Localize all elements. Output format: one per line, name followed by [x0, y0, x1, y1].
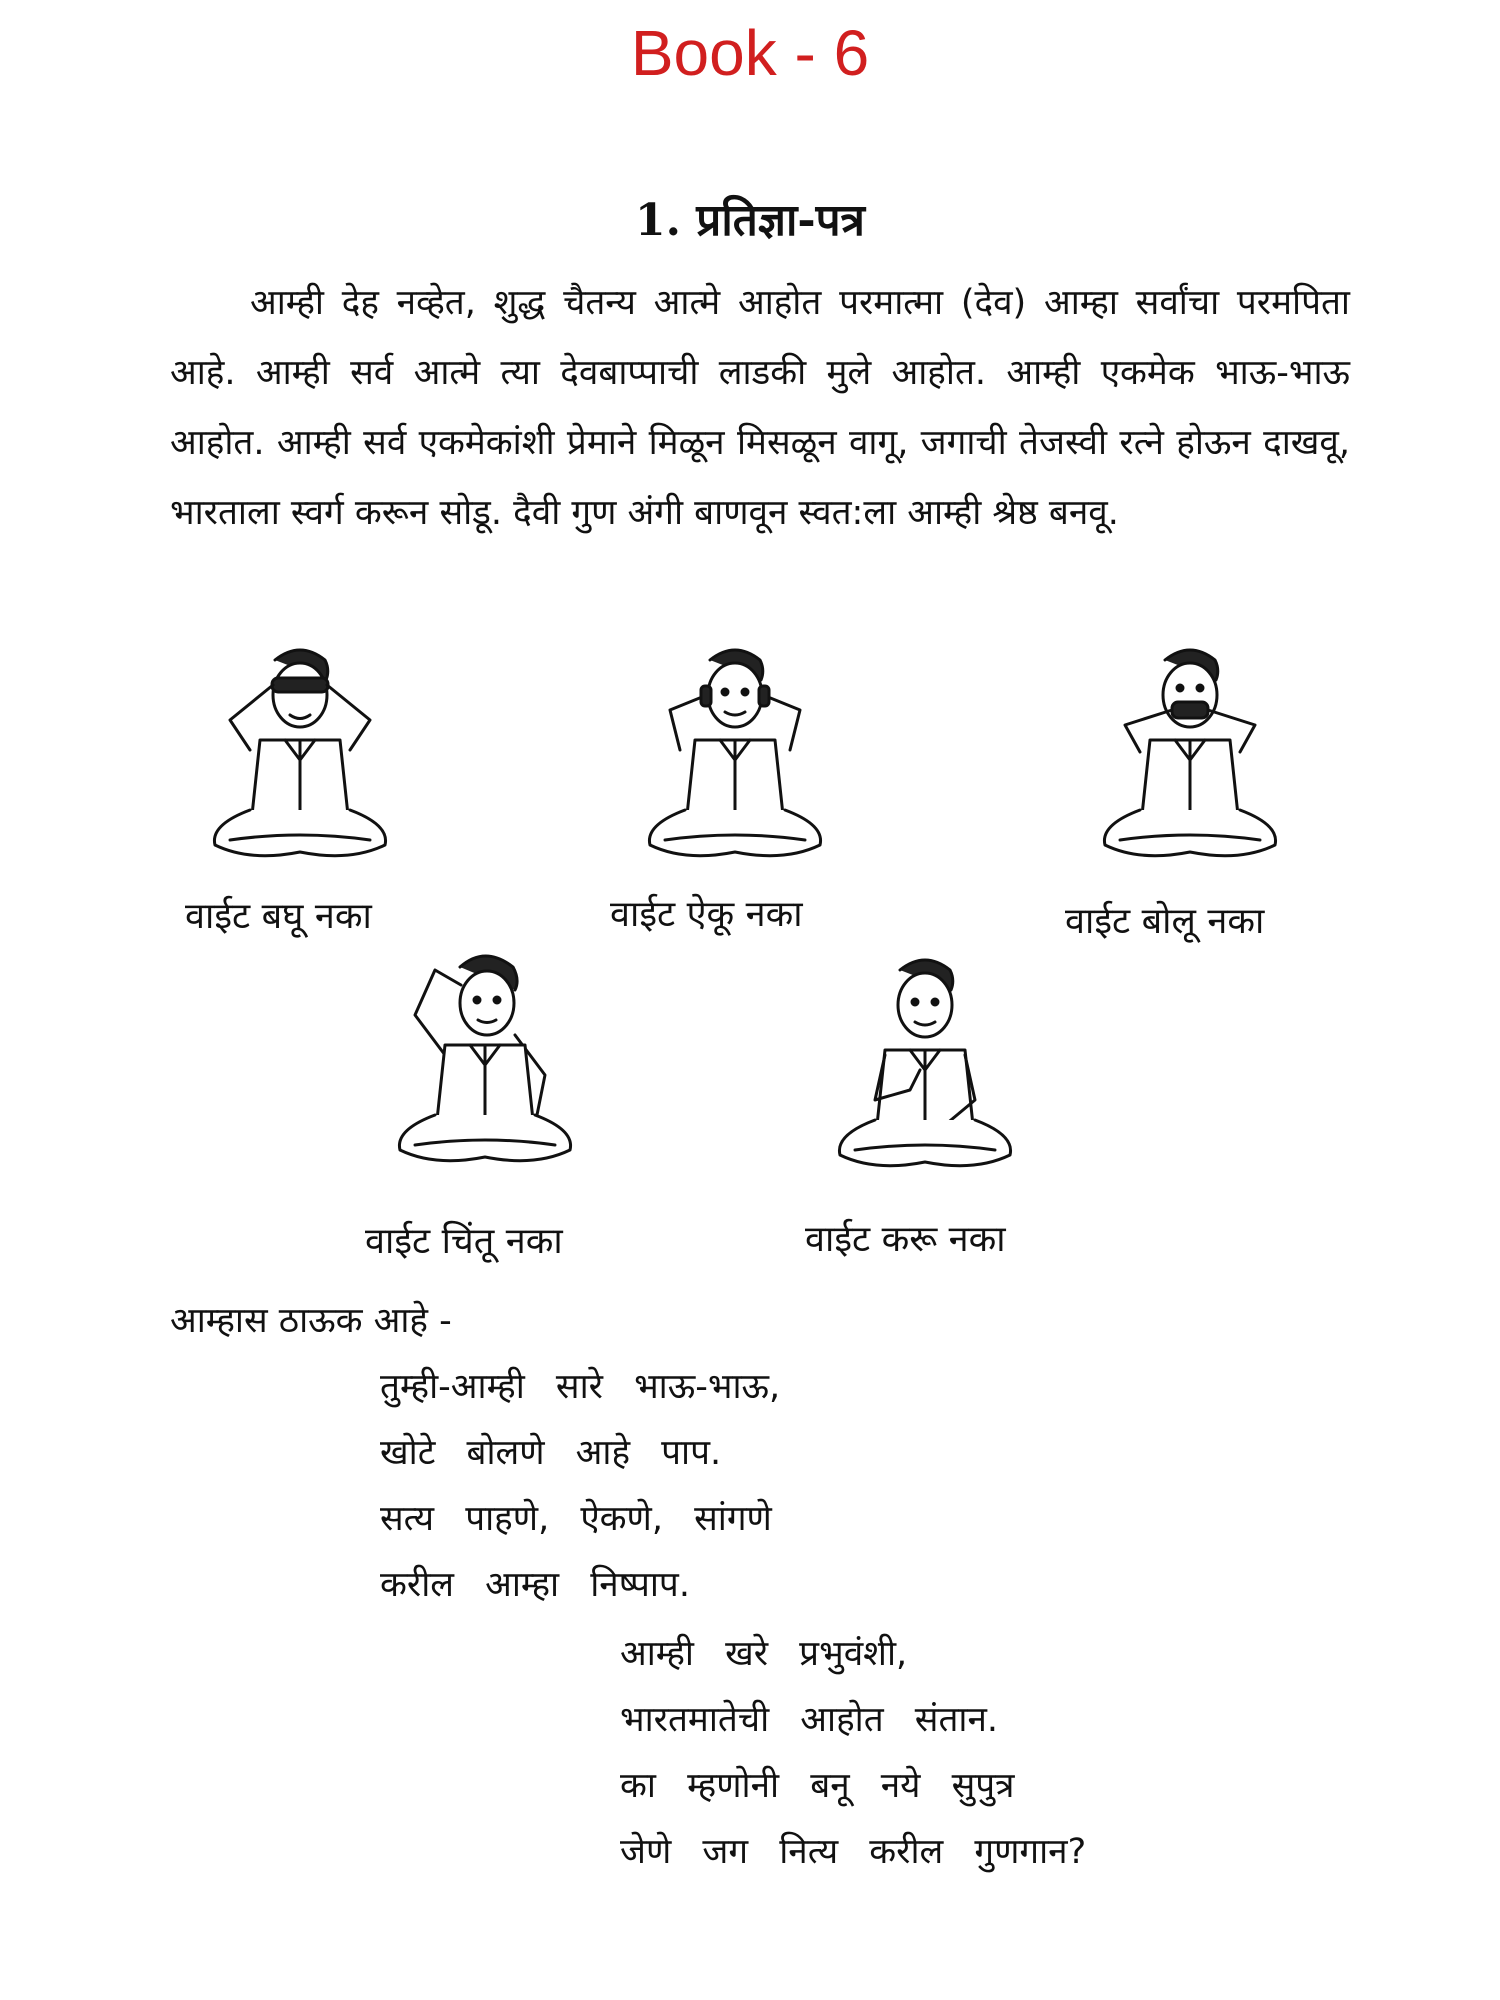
child-covering-mouth-icon	[1080, 640, 1300, 870]
book-label: Book - 6	[630, 17, 870, 89]
poem-line: जेणे जग नित्य करील गुणगान?	[620, 1832, 1087, 1872]
child-covering-ears-icon	[625, 640, 845, 870]
poem-line: आम्ही खरे प्रभुवंशी,	[620, 1634, 908, 1674]
pledge-paragraph: आम्ही देह नव्हेत, शुद्ध चैतन्य आत्मे आहोत परमात्मा (देव) आम्हा सर्वांचा परमपिता आहे. आम्ही सर्व आत्मे त्या देवबाप्पाची लाडकी मुले आहोत. आम्ही एकमेक भाऊ-भाऊ आहोत. आम्ही सर्व एकमेकांशी प्रेमाने मिळून मिसळून वागू, जगाची तेजस्वी रत्ने होऊन दाखवू, भारताला स्वर्ग करून सोडू. दैवी गुण अंगी बाणवून स्वत:ला आम्ही श्रेष्ठ बनवू.	[170, 283, 1350, 533]
poem-line: करील आम्हा निष्पाप.	[380, 1565, 690, 1605]
poem-line: खोटे बोलणे आहे पाप.	[380, 1433, 722, 1473]
figure-covering-ears	[625, 640, 845, 870]
lesson-title: 1. प्रतिज्ञा-पत्र	[635, 195, 865, 246]
poem-line: तुम्ही-आम्ही सारे भाऊ-भाऊ,	[380, 1367, 781, 1407]
figure-covering-eyes	[190, 640, 410, 870]
figure-hand-on-head	[375, 945, 595, 1175]
poem-line: सत्य पाहणे, ऐकणे, सांगणे	[380, 1499, 772, 1539]
poem-line: भारतमातेची आहोत संतान.	[620, 1700, 999, 1740]
caption-do-no-evil: वाईट करू नका	[805, 1219, 1006, 1260]
figure-hand-on-chest	[815, 950, 1035, 1180]
child-covering-eyes-icon	[190, 640, 410, 870]
caption-see-no-evil: वाईट बघू नका	[185, 896, 372, 937]
child-thinking-icon	[375, 945, 595, 1175]
figure-covering-mouth	[1080, 640, 1300, 870]
caption-think-no-evil: वाईट चिंतू नका	[365, 1221, 563, 1262]
caption-hear-no-evil: वाईट ऐकू नका	[610, 894, 803, 935]
known-heading: आम्हास ठाऊक आहे -	[170, 1301, 452, 1341]
child-hand-on-chest-icon	[815, 950, 1035, 1180]
poem-line: का म्हणोनी बनू नये सुपुत्र	[620, 1766, 1015, 1806]
caption-speak-no-evil: वाईट बोलू नका	[1065, 901, 1265, 942]
